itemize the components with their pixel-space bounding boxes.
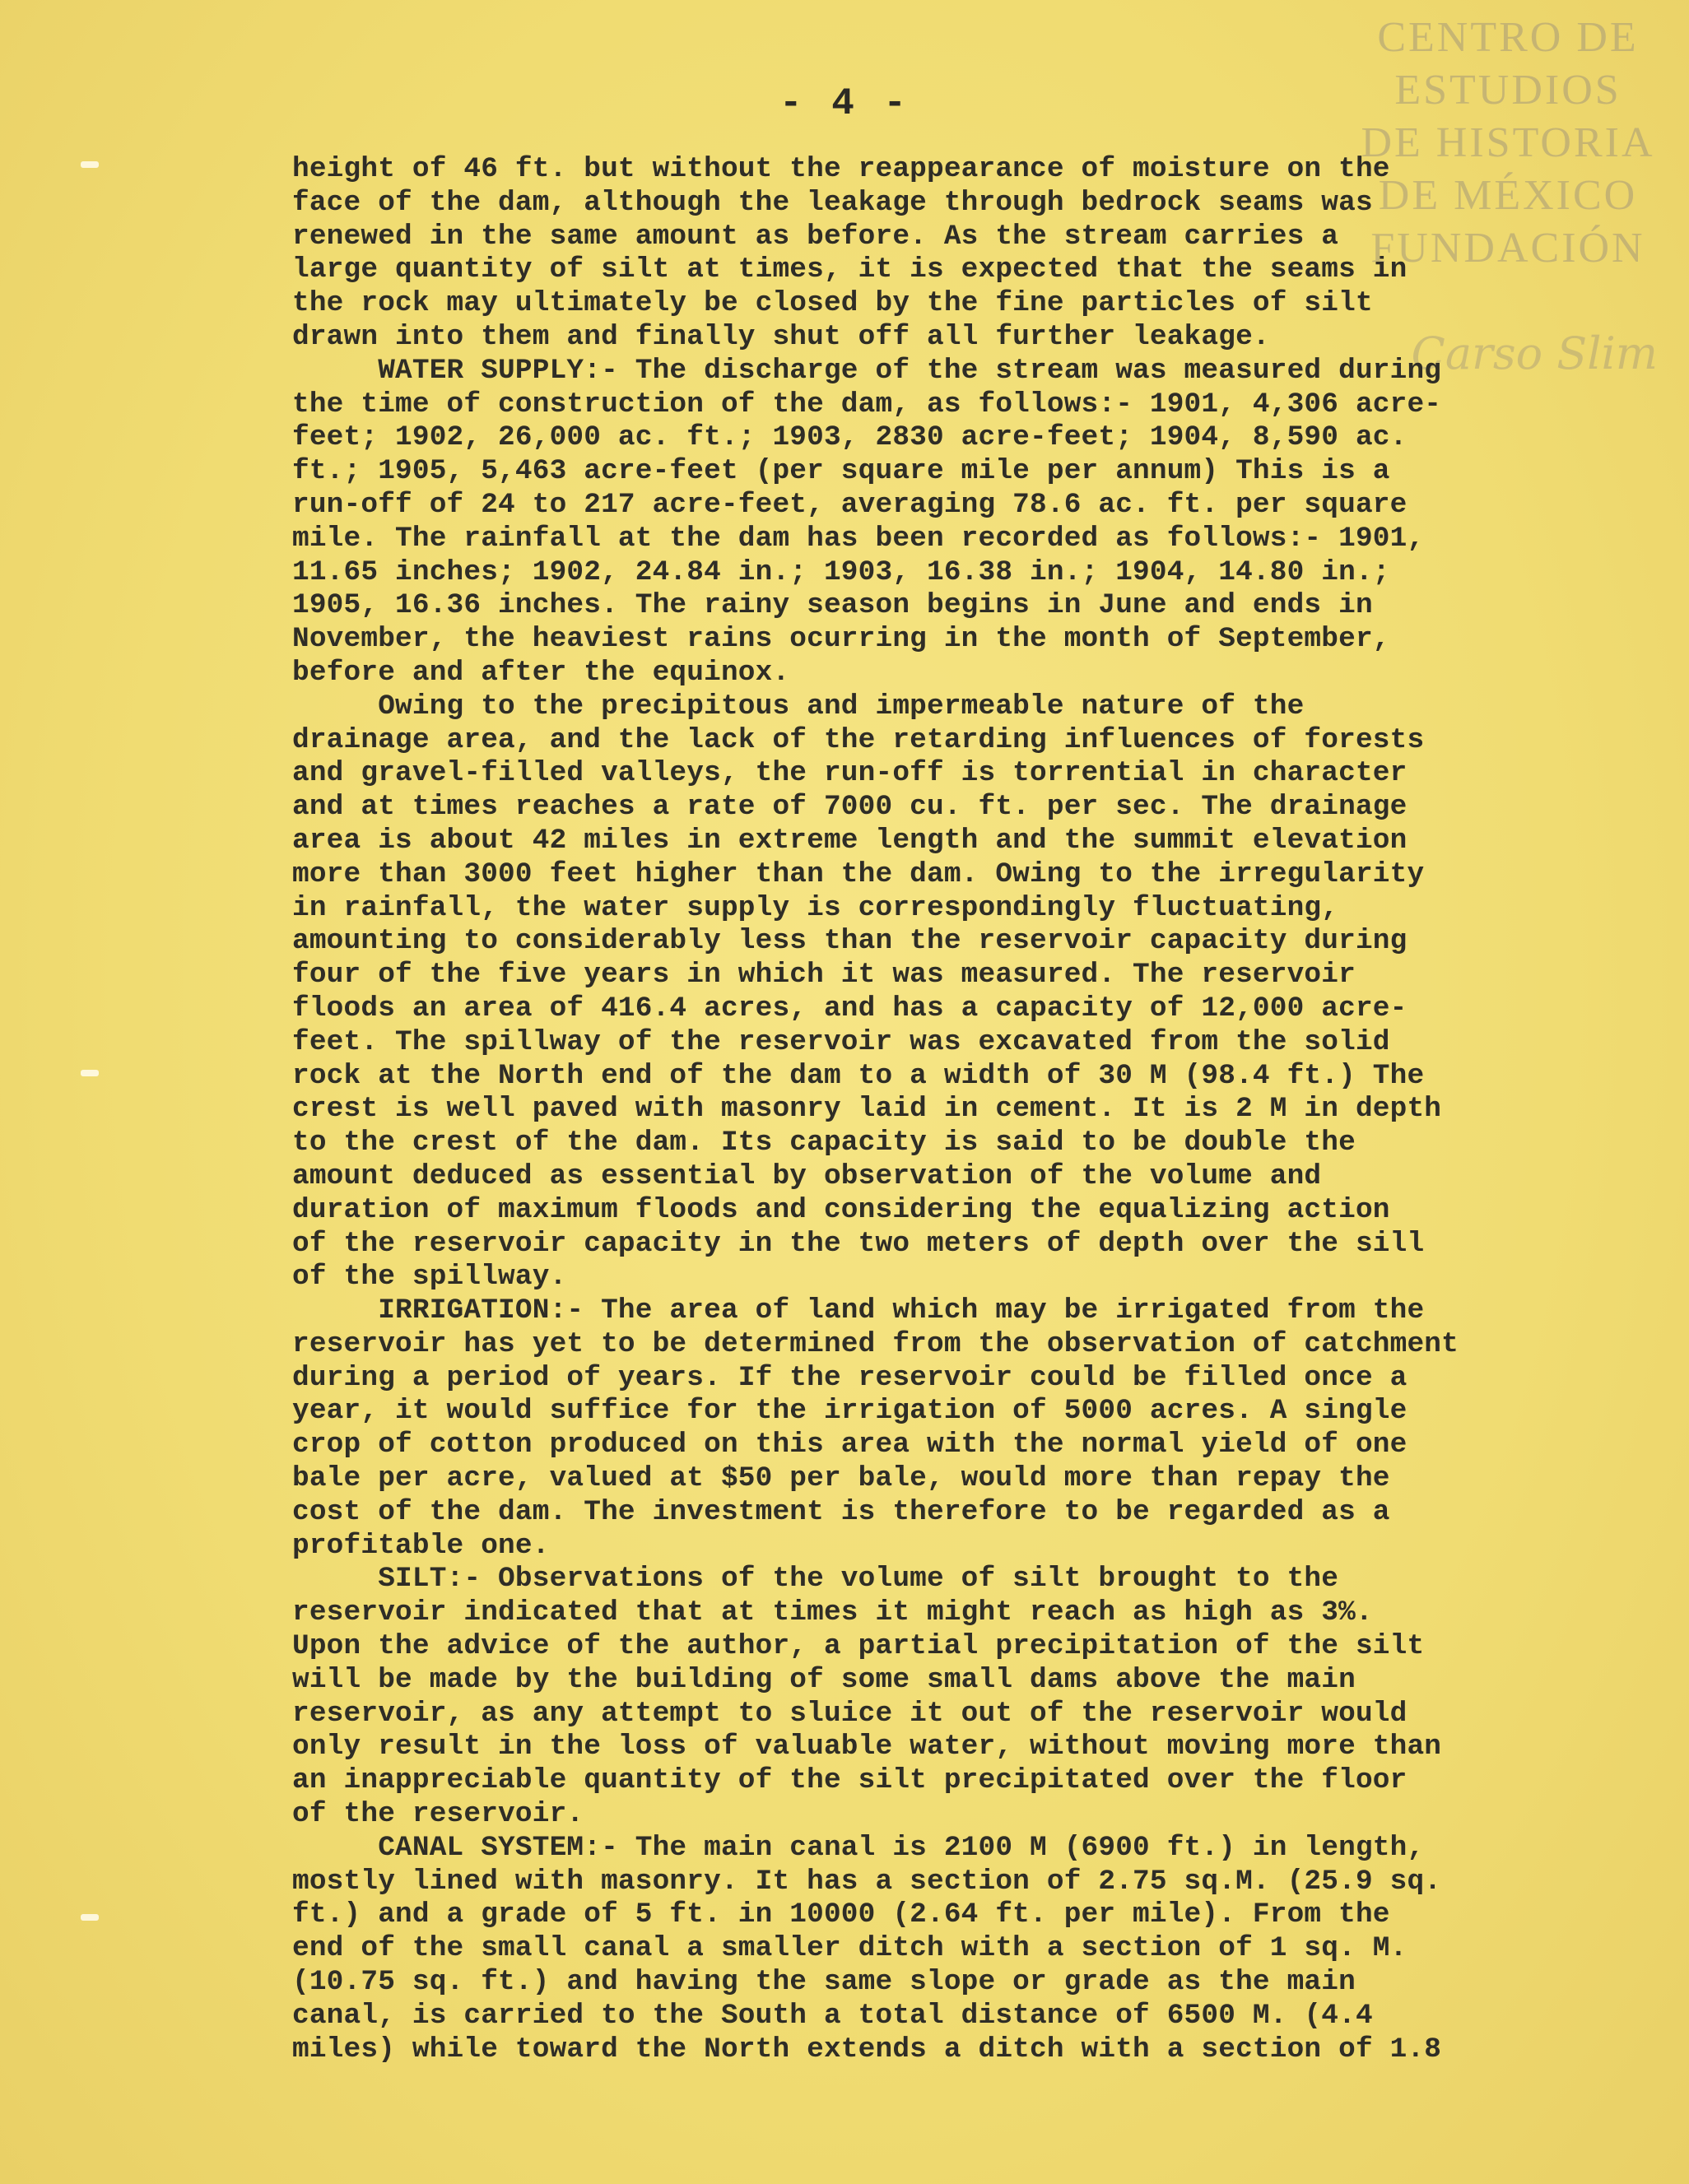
text-line: reservoir has yet to be determined from the observation of catchment xyxy=(292,1327,1459,1360)
text-line: end of the small canal a smaller ditch with a section of 1 sq. M. xyxy=(292,1932,1408,1965)
text-line: reservoir indicated that at times it might reach as high as 3%. xyxy=(292,1596,1373,1629)
text-line: SILT:- Observations of the volume of silt brought to the xyxy=(292,1563,1339,1596)
text-line: bale per acre, valued at $50 per bale, would more than repay the xyxy=(292,1462,1390,1495)
text-line: cost of the dam. The investment is therefore to be regarded as a xyxy=(292,1495,1390,1528)
text-line: crest is well paved with masonry laid in cement. It is 2 M in depth xyxy=(292,1093,1442,1126)
text-line: and at times reaches a rate of 7000 cu. ft. per sec. The drainage xyxy=(292,791,1408,824)
watermark-line: DE MÉXICO xyxy=(1378,172,1638,219)
text-line: year, it would suffice for the irrigation of 5000 acres. A single xyxy=(292,1395,1408,1428)
text-line: 11.65 inches; 1902, 24.84 in.; 1903, 16.38 in.; 1904, 14.80 in.; xyxy=(292,555,1390,588)
text-line: an inappreciable quantity of the silt precipitated over the floor xyxy=(292,1764,1408,1797)
text-line: November, the heaviest rains ocurring in the month of September, xyxy=(292,623,1390,656)
text-line: ft.; 1905, 5,463 acre-feet (per square mile per annum) This is a xyxy=(292,455,1390,488)
text-line: of the reservoir capacity in the two meters of depth over the sill xyxy=(292,1227,1425,1260)
text-line: height of 46 ft. but without the reappearance of moisture on the xyxy=(292,153,1390,185)
text-line: run-off of 24 to 217 acre-feet, averaging 78.6 ac. ft. per square xyxy=(292,488,1408,521)
text-line: IRRIGATION:- The area of land which may be irrigated from the xyxy=(292,1294,1425,1327)
text-line: floods an area of 416.4 acres, and has a capacity of 12,000 acre- xyxy=(292,992,1408,1025)
watermark-line: ESTUDIOS xyxy=(1394,67,1622,114)
text-line: the rock may ultimately be closed by the fine particles of silt xyxy=(292,287,1373,320)
text-line: (10.75 sq. ft.) and having the same slope or grade as the main xyxy=(292,1966,1356,1999)
text-line: will be made by the building of some small dams above the main xyxy=(292,1663,1356,1696)
text-line: crop of cotton produced on this area with the normal yield of one xyxy=(292,1429,1408,1461)
text-line: to the crest of the dam. Its capacity is said to be double the xyxy=(292,1127,1356,1159)
text-line: miles) while toward the North extends a ditch with a section of 1.8 xyxy=(292,2033,1442,2066)
typewritten-body xyxy=(292,153,1642,2066)
text-line: duration of maximum floods and considering the equalizing action xyxy=(292,1193,1390,1226)
watermark-line: CENTRO DE xyxy=(1377,14,1639,61)
text-line: feet. The spillway of the reservoir was excavated from the solid xyxy=(292,1025,1390,1058)
watermark-line: DE HISTORIA xyxy=(1361,119,1655,166)
text-line: and gravel-filled valleys, the run-off is torrential in character xyxy=(292,757,1408,790)
text-line: in rainfall, the water supply is correspondingly fluctuating, xyxy=(292,891,1339,924)
text-line: before and after the equinox. xyxy=(292,656,790,689)
watermark-signature: Carso Slim xyxy=(1411,328,1658,379)
text-line: ft.) and a grade of 5 ft. in 10000 (2.64 ft. per mile). From the xyxy=(292,1898,1390,1931)
text-line: of the reservoir. xyxy=(292,1798,584,1831)
text-line: large quantity of silt at times, it is expected that the seams in xyxy=(292,253,1408,286)
text-line: the time of construction of the dam, as follows:- 1901, 4,306 acre- xyxy=(292,388,1442,421)
text-line: reservoir, as any attempt to sluice it out of the reservoir would xyxy=(292,1697,1408,1730)
text-line: face of the dam, although the leakage through bedrock seams was xyxy=(292,186,1373,219)
text-line: of the spillway. xyxy=(292,1261,567,1294)
punch-hole-mark xyxy=(81,1914,99,1921)
punch-hole-mark xyxy=(81,161,99,168)
text-line: mile. The rainfall at the dam has been recorded as follows:- 1901, xyxy=(292,522,1425,555)
watermark-line: FUNDACIÓN xyxy=(1370,225,1645,272)
text-line: 1905, 16.36 inches. The rainy season begins in June and ends in xyxy=(292,589,1373,622)
text-line: amount deduced as essential by observation of the volume and xyxy=(292,1159,1322,1192)
text-line: more than 3000 feet higher than the dam. Owing to the irregularity xyxy=(292,857,1425,890)
text-line: amounting to considerably less than the reservoir capacity during xyxy=(292,925,1408,958)
text-line: four of the five years in which it was measured. The reservoir xyxy=(292,959,1356,992)
text-line: drawn into them and finally shut off all further leakage. xyxy=(292,320,1270,353)
punch-hole-mark xyxy=(81,1070,99,1076)
text-line: canal, is carried to the South a total distance of 6500 M. (4.4 xyxy=(292,1999,1373,2032)
text-line: drainage area, and the lack of the retarding influences of forests xyxy=(292,723,1425,756)
text-line: CANAL SYSTEM:- The main canal is 2100 M (6900 ft.) in length, xyxy=(292,1831,1425,1864)
text-line: renewed in the same amount as before. As the stream carries a xyxy=(292,220,1339,253)
text-line: Upon the advice of the author, a partial precipitation of the silt xyxy=(292,1630,1425,1663)
text-line: WATER SUPPLY:- The discharge of the stream was measured during xyxy=(292,354,1442,387)
text-line: only result in the loss of valuable water, without moving more than xyxy=(292,1731,1442,1763)
text-line: Owing to the precipitous and impermeable nature of the xyxy=(292,690,1305,723)
text-line: during a period of years. If the reservoir could be filled once a xyxy=(292,1361,1408,1394)
page-number: - 4 - xyxy=(779,82,910,125)
text-line: feet; 1902, 26,000 ac. ft.; 1903, 2830 acre-feet; 1904, 8,590 ac. xyxy=(292,421,1408,454)
text-line: area is about 42 miles in extreme length and the summit elevation xyxy=(292,824,1408,857)
text-line: rock at the North end of the dam to a width of 30 M (98.4 ft.) The xyxy=(292,1059,1425,1092)
text-line: mostly lined with masonry. It has a section of 2.75 sq.M. (25.9 sq. xyxy=(292,1865,1442,1898)
text-line: profitable one. xyxy=(292,1529,550,1562)
